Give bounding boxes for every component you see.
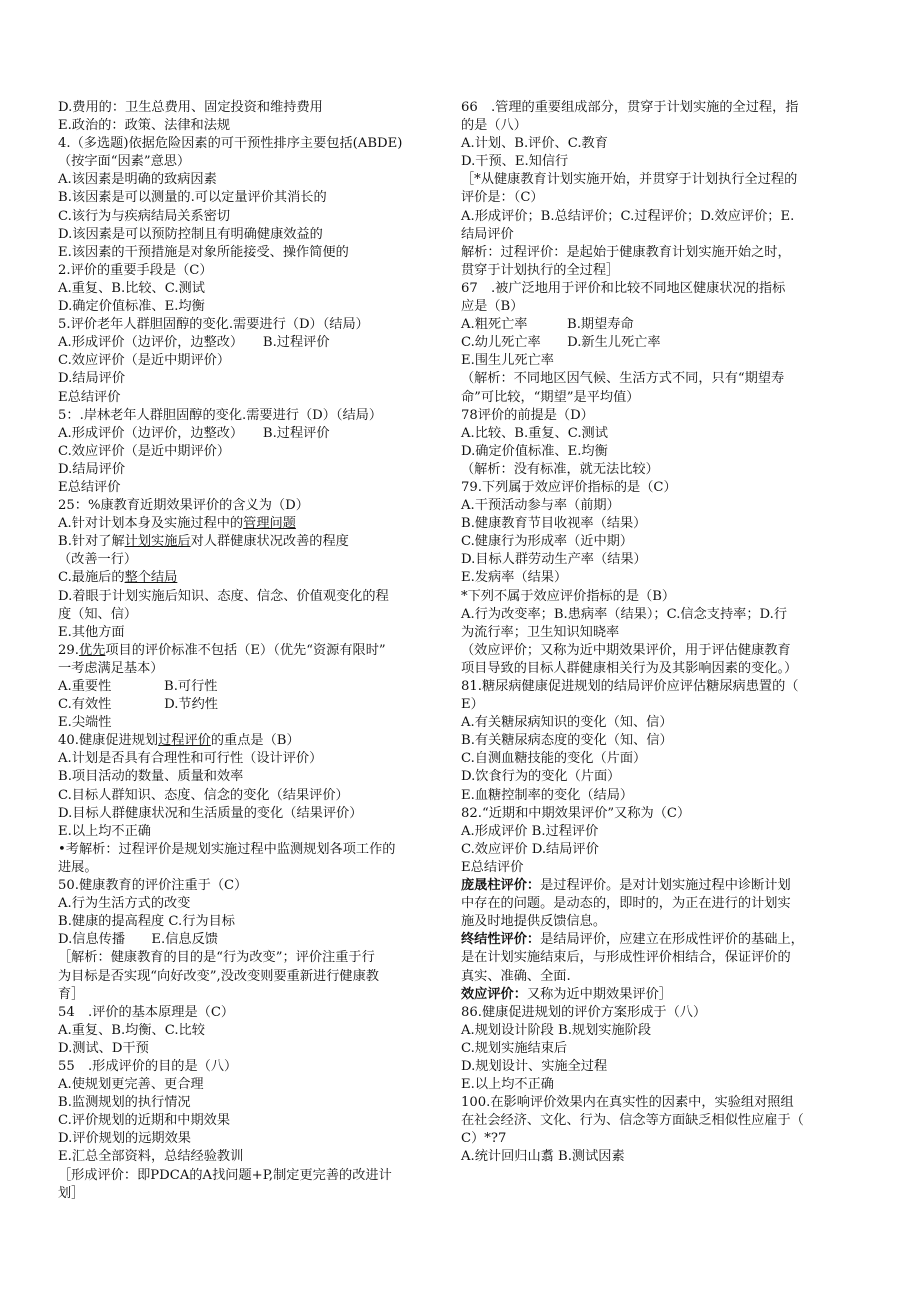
text-line: （解析：不同地区因气候、生活方式不同，只有“期望寿: [461, 371, 785, 387]
text-line: C.效应评价（是近中期评价）: [58, 353, 231, 369]
text-line: 55 .形成评价的目的是（八）: [58, 1058, 238, 1074]
text-line: E.该因素的干预措施是对象所能接受、操作简便的: [58, 244, 349, 260]
text-line: 庞晟柱评价：是过程评价。是对计划实施过程中诊断计划: [461, 878, 791, 894]
text-line: D.信息传播 E.信息反馈: [58, 932, 218, 948]
text-line: 5：.岸林老年人群胆固醇的变化.需要进行（D）（结局）: [58, 407, 383, 423]
text-line: A.形成评价；B.总结评价；C.过程评价；D.效应评价；E.: [461, 208, 795, 224]
text-line: E.以上均不正确: [58, 823, 151, 839]
text-line: E.发病率（结果）: [461, 570, 568, 586]
text-line: C.评价规划的近期和中期效果: [58, 1113, 231, 1129]
text-line: C.健康行为形成率（近中期）: [461, 534, 634, 550]
text-line: D.目标人群劳动生产率（结果）: [461, 552, 647, 568]
text-line: ［解析：健康教育的目的是“行为改变”；评价注重于行: [58, 950, 375, 966]
text-line: 79.下列属于效应评价指标的是（C）: [461, 479, 677, 495]
text-line: A.有关糖尿病知识的变化（知、信）: [461, 715, 673, 731]
text-line: •考解析：过程评价是规划实施过程中监测规划各项工作的: [58, 841, 396, 857]
text-line: B.有关糖尿病态度的变化（知、信）: [461, 733, 673, 749]
text-line: B.该因素是可以测量的.可以定量评价其消长的: [58, 190, 327, 206]
text-line: D.结局评价: [58, 461, 126, 477]
bold-term: 效应评价：: [461, 986, 527, 1002]
text-line: A.比较、B.重复、C.测试: [461, 425, 608, 441]
text-line: 解析：过程评价：是起始于健康教育计划实施开始之时，: [461, 244, 791, 260]
text-line: 5.评价老年人群胆固醇的变化.需要进行（D）（结局）: [58, 317, 369, 333]
text-line: A.该因素是明确的致病因素: [58, 172, 217, 188]
text-line: A.使规划更完善、更合理: [58, 1077, 204, 1093]
underlined-text: 过程评价: [158, 733, 211, 749]
text-line: 50.健康教育的评价注重于（C）: [58, 878, 248, 894]
text-line: C）*?7: [461, 1131, 507, 1147]
text-line: B.健康的提高程度 C.行为目标: [58, 914, 235, 930]
text-line: 命”可比较，“期望”是平均值）: [461, 389, 640, 405]
text-line: C.效应评价 D.结局评价: [461, 841, 599, 857]
text-line: 100.在影响评价效果内在真实性的因素中，实验组对照组: [461, 1095, 794, 1111]
text-line: A.重复、B.比较、C.测试: [58, 280, 205, 296]
text-line: D.评价规划的远期效果: [58, 1131, 191, 1147]
underlined-text: 管理问题: [243, 516, 296, 532]
text-line: E.尖端性: [58, 715, 112, 731]
right-column: [461, 99, 864, 1167]
text-line: 78评价的前提是（D）: [461, 407, 594, 423]
text-line: E.围生儿死亡率: [461, 353, 554, 369]
text-line: B.健康教育节目收视率（结果）: [461, 516, 647, 532]
underlined-text: 优先: [78, 642, 106, 658]
text-line: 应是（B）: [461, 299, 524, 315]
text-line: 86.健康促进规划的评价方案形成于（八）: [461, 1004, 707, 1020]
text-line: 是在计划实施结束后，与形成性评价相结合，保证评价的: [461, 950, 791, 966]
text-line: C.该行为与疾病结局关系密切: [58, 208, 231, 224]
text-line: C.幼儿死亡率 D.新生儿死亡率: [461, 335, 661, 351]
text-line: 度（知、信）: [58, 606, 138, 622]
text-line: C.有效性 D.节约性: [58, 697, 218, 713]
bold-term: 终结性评价：: [461, 932, 541, 948]
text-line: A.重复、B.均衡、C.比较: [58, 1022, 205, 1038]
text-line: 66 .管理的重要组成部分，贯穿于计划实施的全过程，指: [461, 100, 799, 115]
text-line: D.干预、E.知信行: [461, 154, 569, 170]
text-line: A.粗死亡率 B.期望寿命: [461, 317, 634, 333]
text-line: D.饮食行为的变化（片面）: [461, 769, 621, 785]
text-line: A.计划是否具有合理性和可行性（设计评价）: [58, 751, 323, 767]
text-line: 为目标是否实现“向好改变”,没改变则要重新进行健康教: [58, 968, 379, 984]
text-line: 项目导致的目标人群健康相关行为及其影响因素的变化。）: [461, 660, 798, 676]
text-line: E.其他方面: [58, 624, 125, 640]
text-line: 25：%康教育近期效果评价的含义为（D）: [58, 498, 309, 514]
text-line: （按字面“因素”意思）: [58, 154, 191, 170]
text-line: C.自测血糖技能的变化（片面）: [461, 751, 647, 767]
text-line: E总结评价: [58, 479, 121, 495]
text-line: E总结评价: [58, 389, 121, 405]
text-line: A.重要性 B.可行性: [58, 679, 218, 694]
text-line: 评价是：（C）: [461, 190, 544, 206]
text-line: D.确定价值标准、E.均衡: [461, 443, 608, 459]
text-line: 4.（多选题)依据危险因素的可干预性排序主要包括(ABDE): [58, 136, 403, 152]
text-line: E.血糖控制率的变化（结局）: [461, 787, 634, 803]
text-line: 进展。: [58, 859, 98, 875]
text-line: D.规划设计、实施全过程: [461, 1058, 608, 1074]
text-line: D.该因素是可以预防控制且有明确健康效益的: [58, 226, 323, 242]
left-column: [58, 99, 456, 1203]
text-line: B.针对了解计划实施后对人群健康状况改善的程度: [58, 534, 349, 550]
text-line: 54 .评价的基本原理是（C）: [58, 1004, 235, 1020]
text-line: D.费用的：卫生总费用、固定投资和维持费用: [58, 100, 323, 115]
text-line: 2.评价的重要手段是（C）: [58, 262, 213, 278]
underlined-text: 整个结局: [124, 570, 178, 586]
text-line: 中存在的问题。是动态的，即时的，为正在进行的计划实: [461, 896, 791, 912]
text-line: D.测试、D干预: [58, 1040, 149, 1056]
text-line: A.形成评价 B.过程评价: [461, 823, 599, 839]
text-line: 结局评价: [461, 226, 514, 242]
text-line: 81.糖尿病健康促进规划的结局评价应评估糖尿病患置的（: [461, 679, 799, 694]
text-line: A.针对计划本身及实施过程中的管理问题: [58, 516, 296, 532]
text-line: 真实、准确、全面.: [461, 968, 571, 984]
text-line: E.政治的：政策、法律和法规: [58, 118, 231, 134]
text-line: （效应评价；又称为近中期效果评价，用于评估健康教育: [461, 642, 791, 658]
underlined-text: 计划实施后: [124, 534, 191, 550]
text-line: C.规划实施结束后: [461, 1040, 568, 1056]
text-line: C.最施后的整个结局: [58, 570, 178, 586]
text-line: ［*从健康教育计划实施开始，并贯穿于计划执行全过程的: [461, 172, 798, 188]
text-line: D.确定价值标准、E.均衡: [58, 299, 205, 315]
text-line: E.以上均不正确: [461, 1077, 554, 1093]
text-line: C.目标人群知识、态度、信念的变化（结果评价）: [58, 787, 349, 803]
text-line: A.统计回归山翥 B.测试因素: [461, 1149, 625, 1165]
text-line: B.监测规划的执行情况: [58, 1095, 191, 1111]
text-line: E总结评价: [461, 859, 524, 875]
text-line: A.形成评价（边评价，边整改） B.过程评价: [58, 425, 330, 441]
text-line: ［形成评价：即PDCA的A找问题+P,制定更完善的改进计: [58, 1167, 392, 1183]
text-line: 为流行率；卫生知识知晓率: [461, 624, 620, 640]
text-line: 的是（八）: [461, 118, 527, 134]
text-line: 效应评价：又称为近中期效果评价］: [461, 986, 672, 1002]
text-line: E.汇总全部资料，总结经验教训: [58, 1149, 244, 1165]
text-line: 一考虑满足基本）: [58, 660, 164, 676]
text-line: B.项目活动的数量、质量和效率: [58, 769, 244, 785]
text-line: D.结局评价: [58, 371, 126, 387]
text-line: A.形成评价（边评价，边整改） B.过程评价: [58, 335, 330, 351]
text-line: 在社会经济、文化、行为、信念等方面缺乏相似性应雇于（: [461, 1113, 804, 1129]
text-line: 40.健康促进规划过程评价的重点是（B）: [58, 733, 300, 749]
text-line: 29.优先项目的评价标准不包括（E）（优先“资源有限时”: [58, 642, 386, 658]
text-line: E）: [461, 697, 484, 713]
text-line: （解析：没有标准，就无法比较）: [461, 461, 659, 477]
text-line: D.着眼于计划实施后知识、态度、信念、价值观变化的程: [58, 588, 389, 604]
text-line: A.干预活动参与率（前期）: [461, 498, 620, 514]
text-line: 贯穿于计划执行的全过程］: [461, 262, 620, 278]
text-line: *下列不属于效应评价指标的是（B）: [461, 588, 676, 604]
text-line: （改善一行）: [58, 552, 138, 568]
text-line: D.目标人群健康状况和生活质量的变化（结果评价）: [58, 805, 363, 821]
text-line: A.行为生活方式的改变: [58, 896, 191, 912]
text-line: 终结性评价：是结局评价，应建立在形成性评价的基础上，: [461, 932, 804, 948]
text-line: A.规划设计阶段 B.规划实施阶段: [461, 1022, 652, 1038]
text-line: 施及时地提供反馈信息。: [461, 914, 607, 930]
text-line: 育］: [58, 986, 85, 1002]
text-line: A.行为改变率；B.患病率（结果）；C.信念支持率；D.行: [461, 606, 788, 622]
text-line: 划］: [58, 1185, 85, 1201]
text-line: C.效应评价（是近中期评价）: [58, 443, 231, 459]
text-line: 67 .被广泛地用于评价和比较不同地区健康状况的指标: [461, 280, 786, 296]
text-line: A.计划、B.评价、C.教育: [461, 136, 608, 152]
bold-term: 庞晟柱评价：: [461, 878, 541, 894]
text-line: 82.“近期和中期效果评价”又称为（C）: [461, 805, 691, 821]
